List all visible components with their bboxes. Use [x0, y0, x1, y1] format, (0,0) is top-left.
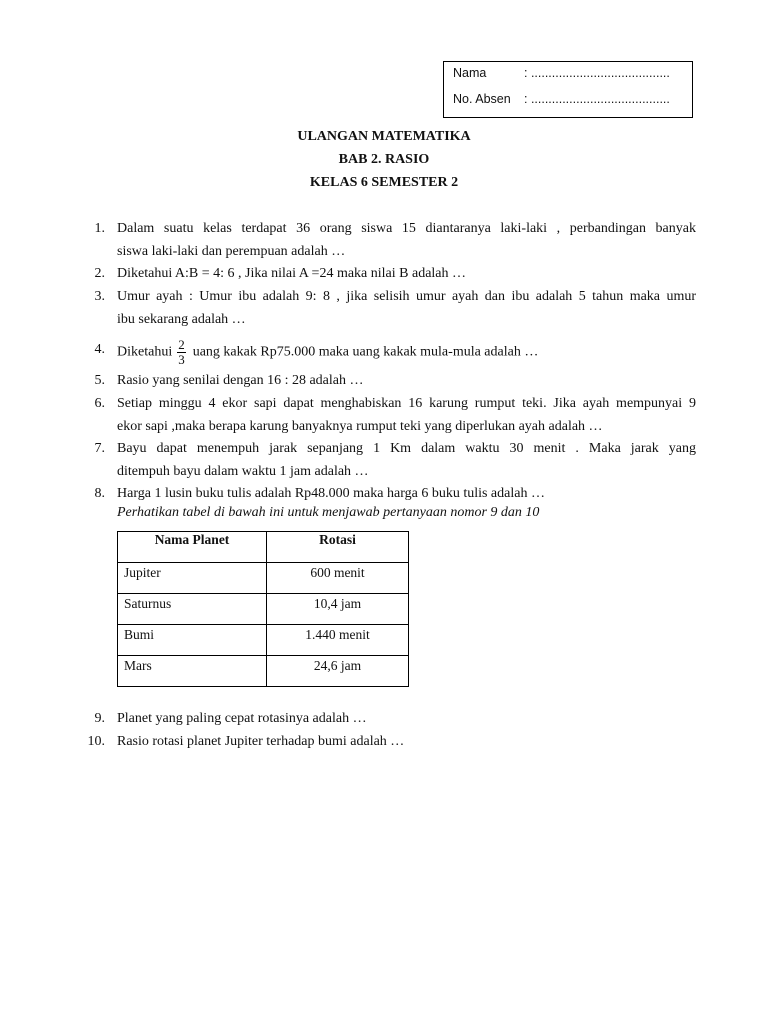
question-text-line2: siswa laki-laki dan perempuan adalah …	[117, 244, 346, 259]
question-text-line1	[117, 338, 696, 367]
question-text-line1: Rasio yang senilai dengan 16 : 28 adalah …	[117, 373, 364, 388]
fraction-numerator: 2	[178, 337, 185, 352]
table-instruction: Perhatikan tabel di bawah ini untuk menjawab pertanyaan nomor 9 dan 10	[117, 505, 540, 520]
column-header-rotation: Rotasi	[267, 532, 409, 563]
table-header-row	[118, 532, 409, 563]
fraction-denominator: 3	[178, 352, 185, 367]
rotation-cell: 1.440 menit	[267, 625, 409, 656]
question-number: 2.	[94, 266, 105, 281]
planet-name-cell: Saturnus	[118, 594, 267, 625]
class-title: KELAS 6 SEMESTER 2	[309, 175, 459, 190]
question-text-line1: Umur ayah : Umur ibu adalah 9: 8 , jika selisih umur ayah dan ibu adalah 5 tahun maka umur	[117, 289, 696, 304]
question-number: 1.	[94, 221, 105, 236]
exam-title: ULANGAN MATEMATIKA	[297, 129, 471, 144]
question-text-line1: Planet yang paling cepat rotasinya adalah …	[117, 711, 367, 726]
question-text-line1: Setiap minggu 4 ekor sapi dapat menghabiskan 16 karung rumput teki. Jika ayah mempunyai 9	[117, 396, 696, 411]
question-number: 10.	[87, 734, 105, 749]
fraction	[177, 338, 186, 367]
question-text-line2: ibu sekarang adalah …	[117, 312, 246, 327]
question-number: 9.	[94, 711, 105, 726]
question-number: 5.	[94, 373, 105, 388]
table-row	[118, 594, 409, 625]
chapter-title: BAB 2. RASIO	[338, 152, 430, 167]
question-text-line2: ekor sapi ,maka berapa karung banyaknya rumput teki yang diperlukan ayah adalah …	[117, 419, 603, 434]
planet-name-cell: Bumi	[118, 625, 267, 656]
question-number: 4.	[94, 342, 105, 357]
planet-name-cell: Mars	[118, 656, 267, 687]
table-row	[118, 563, 409, 594]
question-text-line2: ditempuh bayu dalam waktu 1 jam adalah …	[117, 464, 369, 479]
question-text-line1: Diketahui A:B = 4: 6 , Jika nilai A =24 maka nilai B adalah …	[117, 266, 467, 281]
identity-box	[443, 61, 693, 118]
question-number: 7.	[94, 441, 105, 456]
question-text-line1: Harga 1 lusin buku tulis adalah Rp48.000 maka harga 6 buku tulis adalah …	[117, 486, 545, 501]
name-row	[453, 66, 670, 80]
name-label: Nama	[453, 66, 487, 80]
question-number: 6.	[94, 396, 105, 411]
absen-field[interactable]: : ........................................	[524, 92, 670, 106]
question-text-line1: Bayu dapat menempuh jarak sepanjang 1 Km dalam waktu 30 menit . Maka jarak yang	[117, 441, 696, 456]
rotation-cell: 600 menit	[267, 563, 409, 594]
question-text-line1: Rasio rotasi planet Jupiter terhadap bumi adalah …	[117, 734, 405, 749]
question-text-after: uang kakak Rp75.000 maka uang kakak mula-mula adalah …	[192, 344, 539, 360]
name-field[interactable]: : ........................................	[524, 66, 670, 80]
planet-table	[117, 531, 409, 687]
absen-row	[453, 92, 670, 106]
table-row	[118, 625, 409, 656]
planet-name-cell: Jupiter	[118, 563, 267, 594]
table-row	[118, 656, 409, 687]
column-header-planet: Nama Planet	[118, 532, 267, 563]
question-text-line1: Dalam suatu kelas terdapat 36 orang siswa 15 diantaranya laki-laki , perbandingan banyak	[117, 221, 696, 236]
question-number: 8.	[94, 486, 105, 501]
question-text-before: Diketahui	[117, 344, 173, 360]
rotation-cell: 10,4 jam	[267, 594, 409, 625]
absen-label: No. Absen	[453, 92, 511, 106]
question-number: 3.	[94, 289, 105, 304]
rotation-cell: 24,6 jam	[267, 656, 409, 687]
